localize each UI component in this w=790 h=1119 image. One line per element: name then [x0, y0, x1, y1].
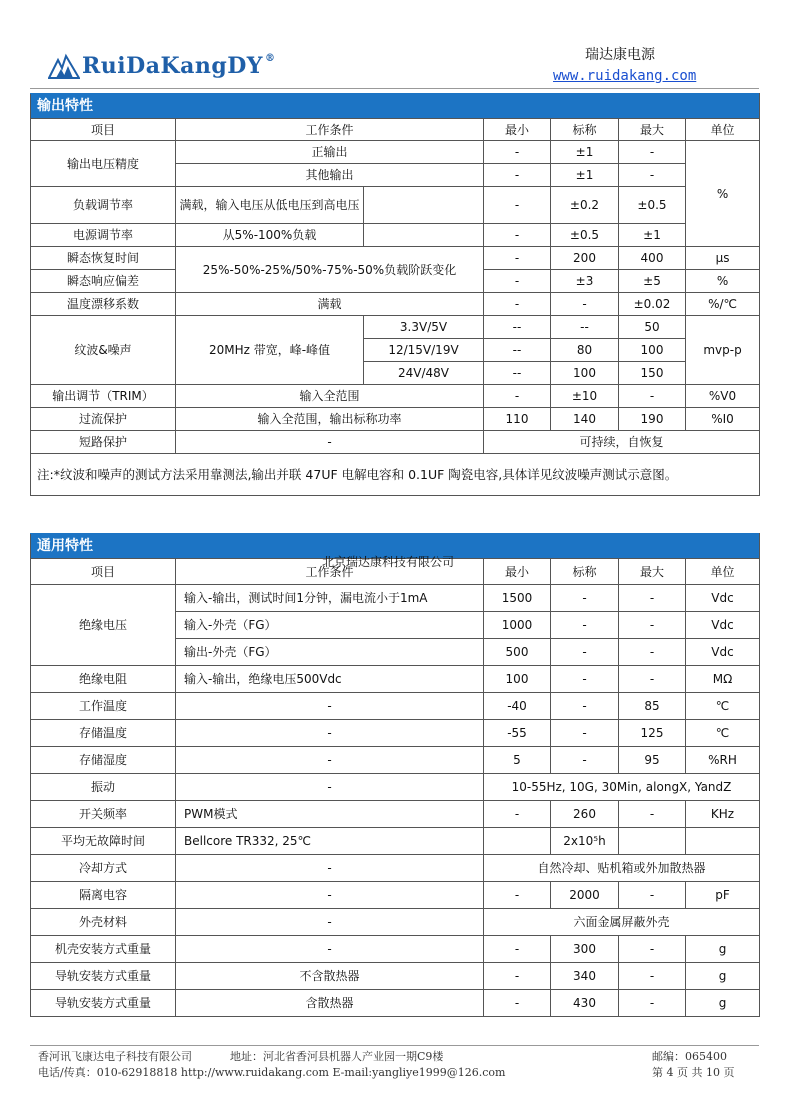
item-line-regulation: 电源调节率 — [31, 224, 176, 247]
footer-company: 香河讯飞康达电子科技有限公司 — [38, 1050, 192, 1063]
nom-cell: - — [551, 612, 619, 639]
header-condition: 工作条件 — [176, 559, 484, 585]
mountain-logo-icon — [48, 52, 80, 80]
ripple-test-note: 注:*纹波和噪声的测试方法采用靠测法,输出并联 47UF 电解电容和 0.1UF 陶瓷电容,具体详见纹波噪声测试示意图。 — [31, 454, 760, 496]
item-storage-humidity: 存储湿度 — [31, 747, 176, 774]
website-link[interactable]: www.ruidakang.com — [553, 68, 697, 84]
condition-cell: Bellcore TR332, 25℃ — [176, 828, 484, 855]
table-row — [31, 187, 760, 224]
max-cell: - — [619, 666, 686, 693]
nom-cell: - — [551, 293, 619, 316]
table-row — [31, 224, 760, 247]
empty-cell — [686, 828, 760, 855]
nom-cell: ±0.2 — [551, 187, 619, 224]
max-cell: - — [619, 639, 686, 666]
sub-condition-cell: 12/15V/19V — [364, 339, 484, 362]
unit-cell: g — [686, 936, 760, 963]
min-cell: 500 — [484, 639, 551, 666]
unit-percent-merged: % — [686, 141, 760, 247]
nom-cell: - — [551, 639, 619, 666]
min-cell: - — [484, 224, 551, 247]
header-min: 最小 — [484, 119, 551, 141]
table-row — [31, 720, 760, 747]
item-transient-deviation: 瞬态响应偏差 — [31, 270, 176, 293]
nom-cell: ±0.5 — [551, 224, 619, 247]
table-row — [31, 882, 760, 909]
header-max: 最大 — [619, 559, 686, 585]
min-cell: 1500 — [484, 585, 551, 612]
header-max: 最大 — [619, 119, 686, 141]
item-cooling: 冷却方式 — [31, 855, 176, 882]
table-row — [31, 385, 760, 408]
table-row — [31, 585, 760, 612]
max-cell: 50 — [619, 316, 686, 339]
table-row — [31, 316, 760, 339]
max-cell: 400 — [619, 247, 686, 270]
unit-cell: ℃ — [686, 720, 760, 747]
table-row — [31, 693, 760, 720]
header-nom: 标称 — [551, 559, 619, 585]
table-row — [31, 909, 760, 936]
nom-cell: - — [551, 585, 619, 612]
header-nom: 标称 — [551, 119, 619, 141]
min-cell: - — [484, 990, 551, 1017]
condition-cell: 输入-输出，绝缘电压500Vdc — [176, 666, 484, 693]
unit-cell: %V0 — [686, 385, 760, 408]
item-voltage-accuracy: 输出电压精度 — [31, 141, 176, 187]
condition-cell: 正输出 — [176, 141, 484, 164]
item-isolation-resistance: 绝缘电阻 — [31, 666, 176, 693]
max-cell: 125 — [619, 720, 686, 747]
nom-cell: ±1 — [551, 141, 619, 164]
company-name: 瑞达康电源 — [585, 47, 655, 63]
max-cell: 85 — [619, 693, 686, 720]
header-divider — [30, 88, 759, 89]
nom-cell: ±10 — [551, 385, 619, 408]
table-row — [31, 774, 760, 801]
max-cell: 190 — [619, 408, 686, 431]
max-cell: ±0.5 — [619, 187, 686, 224]
brand-logo — [48, 50, 276, 82]
unit-cell: MΩ — [686, 666, 760, 693]
min-cell: 100 — [484, 666, 551, 693]
footer-page-number: 第 4 页 共 10 页 — [652, 1066, 735, 1079]
condition-cell: - — [176, 720, 484, 747]
table-row — [31, 855, 760, 882]
nom-cell: 260 — [551, 801, 619, 828]
footer-postcode: 邮编：065400 — [652, 1050, 727, 1063]
empty-cell — [364, 187, 484, 224]
unit-ripple-merged: mvp-p — [686, 316, 760, 385]
nom-cell: 80 — [551, 339, 619, 362]
condition-cell: - — [176, 431, 484, 454]
max-cell: - — [619, 141, 686, 164]
item-case-material: 外壳材料 — [31, 909, 176, 936]
section-title-general: 通用特性 — [31, 534, 760, 559]
max-cell: 100 — [619, 339, 686, 362]
unit-cell: %/℃ — [686, 293, 760, 316]
nom-cell: 340 — [551, 963, 619, 990]
note-row — [31, 454, 760, 496]
item-load-regulation: 负载调节率 — [31, 187, 176, 224]
item-weight-chassis: 机壳安装方式重量 — [31, 936, 176, 963]
item-transient-recovery: 瞬态恢复时间 — [31, 247, 176, 270]
min-cell: - — [484, 801, 551, 828]
unit-cell: %I0 — [686, 408, 760, 431]
unit-cell: ℃ — [686, 693, 760, 720]
nom-cell: - — [551, 720, 619, 747]
max-cell: ±5 — [619, 270, 686, 293]
item-trim: 输出调节（TRIM） — [31, 385, 176, 408]
value-merged-cell: 可持续，自恢复 — [484, 431, 760, 454]
table-row — [31, 936, 760, 963]
nom-cell: 2000 — [551, 882, 619, 909]
table-row — [31, 747, 760, 774]
header-unit: 单位 — [686, 119, 760, 141]
min-cell: -55 — [484, 720, 551, 747]
nom-cell: ±3 — [551, 270, 619, 293]
condition-cell: 输入-输出，测试时间1分钟，漏电流小于1mA — [176, 585, 484, 612]
condition-cell: 其他输出 — [176, 164, 484, 187]
condition-cell: 输出-外壳（FG） — [176, 639, 484, 666]
condition-cell: 输入全范围 — [176, 385, 484, 408]
nom-cell: ±1 — [551, 164, 619, 187]
condition-cell: - — [176, 855, 484, 882]
max-cell: - — [619, 612, 686, 639]
nom-cell: - — [551, 747, 619, 774]
min-cell: -- — [484, 316, 551, 339]
table-row — [31, 141, 760, 164]
unit-cell: Vdc — [686, 585, 760, 612]
nom-cell: 300 — [551, 936, 619, 963]
max-cell: - — [619, 585, 686, 612]
condition-cell: 输入-外壳（FG） — [176, 612, 484, 639]
max-cell: - — [619, 882, 686, 909]
min-cell: 110 — [484, 408, 551, 431]
condition-ripple-merged: 20MHz 带宽，峰-峰值 — [176, 316, 364, 385]
output-characteristics-table — [30, 93, 760, 496]
table-row — [31, 828, 760, 855]
empty-cell — [619, 828, 686, 855]
min-cell: - — [484, 247, 551, 270]
sub-condition-cell: 3.3V/5V — [364, 316, 484, 339]
max-cell: ±0.02 — [619, 293, 686, 316]
item-mtbf: 平均无故障时间 — [31, 828, 176, 855]
condition-cell: 不含散热器 — [176, 963, 484, 990]
value-merged-cell: 自然冷却、贴机箱或外加散热器 — [484, 855, 760, 882]
sub-condition-cell: 24V/48V — [364, 362, 484, 385]
item-temp-drift: 温度漂移系数 — [31, 293, 176, 316]
item-vibration: 振动 — [31, 774, 176, 801]
min-cell: 5 — [484, 747, 551, 774]
min-cell: -40 — [484, 693, 551, 720]
min-cell: - — [484, 882, 551, 909]
header-condition: 工作条件 — [176, 119, 484, 141]
max-cell: ±1 — [619, 224, 686, 247]
unit-cell: g — [686, 963, 760, 990]
footer-address: 地址：河北省香河县机器人产业园一期C9楼 — [230, 1050, 444, 1063]
general-characteristics-table — [30, 533, 760, 1017]
empty-cell — [484, 828, 551, 855]
nom-cell: -- — [551, 316, 619, 339]
table-row — [31, 431, 760, 454]
empty-cell — [364, 224, 484, 247]
max-cell: - — [619, 801, 686, 828]
logo-text: RuiDaKangDY ® — [82, 52, 276, 79]
nom-cell: 200 — [551, 247, 619, 270]
min-cell: - — [484, 963, 551, 990]
max-cell: - — [619, 990, 686, 1017]
unit-cell: Vdc — [686, 639, 760, 666]
table-row — [31, 666, 760, 693]
unit-cell: KHz — [686, 801, 760, 828]
unit-cell: μs — [686, 247, 760, 270]
unit-cell: % — [686, 270, 760, 293]
unit-cell: %RH — [686, 747, 760, 774]
min-cell: 1000 — [484, 612, 551, 639]
min-cell: - — [484, 936, 551, 963]
table-row — [31, 247, 760, 270]
nom-cell: 140 — [551, 408, 619, 431]
condition-cell: - — [176, 936, 484, 963]
unit-cell: pF — [686, 882, 760, 909]
header-unit: 单位 — [686, 559, 760, 585]
unit-cell: Vdc — [686, 612, 760, 639]
max-cell: - — [619, 164, 686, 187]
condition-cell: 输入全范围，输出标称功率 — [176, 408, 484, 431]
table-header-row — [31, 119, 760, 141]
table-row — [31, 408, 760, 431]
min-cell: -- — [484, 362, 551, 385]
condition-cell: - — [176, 909, 484, 936]
item-isolation-voltage: 绝缘电压 — [31, 585, 176, 666]
condition-cell: - — [176, 693, 484, 720]
section-title-output: 输出特性 — [31, 94, 760, 119]
condition-cell: 满载，输入电压从低电压到高电压 — [176, 187, 364, 224]
item-weight-rail-heatsink: 导轨安装方式重量 — [31, 990, 176, 1017]
company-watermark-text: 北京瑞达康科技有限公司 — [322, 555, 455, 569]
max-cell: - — [619, 963, 686, 990]
item-short-circuit: 短路保护 — [31, 431, 176, 454]
min-cell: -- — [484, 339, 551, 362]
nom-cell: - — [551, 666, 619, 693]
max-cell: 150 — [619, 362, 686, 385]
header-min: 最小 — [484, 559, 551, 585]
item-weight-rail-no-heatsink: 导轨安装方式重量 — [31, 963, 176, 990]
nom-cell: - — [551, 693, 619, 720]
min-cell: - — [484, 293, 551, 316]
condition-cell: 从5%-100%负载 — [176, 224, 364, 247]
item-switching-frequency: 开关频率 — [31, 801, 176, 828]
table-row — [31, 801, 760, 828]
nom-cell: 100 — [551, 362, 619, 385]
footer-divider — [30, 1045, 759, 1046]
table-row — [31, 293, 760, 316]
item-storage-temp: 存储温度 — [31, 720, 176, 747]
footer-contact: 电话/传真：010-62918818 http://www.ruidakang.com E-mail:yangliye1999@126.com — [38, 1066, 506, 1079]
nom-cell: 430 — [551, 990, 619, 1017]
header-item: 项目 — [31, 559, 176, 585]
item-overcurrent: 过流保护 — [31, 408, 176, 431]
max-cell: - — [619, 936, 686, 963]
condition-cell: 满载 — [176, 293, 484, 316]
condition-cell: - — [176, 774, 484, 801]
value-merged-cell: 六面金属屏蔽外壳 — [484, 909, 760, 936]
max-cell: 95 — [619, 747, 686, 774]
min-cell: - — [484, 187, 551, 224]
min-cell: - — [484, 270, 551, 293]
min-cell: - — [484, 385, 551, 408]
unit-cell: g — [686, 990, 760, 1017]
nom-cell: 2x10⁵h — [551, 828, 619, 855]
condition-cell: 含散热器 — [176, 990, 484, 1017]
table-row — [31, 963, 760, 990]
min-cell: - — [484, 141, 551, 164]
value-merged-cell: 10-55Hz, 10G, 30Min, alongX, YandZ — [484, 774, 760, 801]
item-ripple-noise: 纹波&噪声 — [31, 316, 176, 385]
item-operating-temp: 工作温度 — [31, 693, 176, 720]
condition-cell: - — [176, 882, 484, 909]
table-row — [31, 990, 760, 1017]
condition-transient-merged: 25%-50%-25%/50%-75%-50%负载阶跃变化 — [176, 247, 484, 293]
min-cell: - — [484, 164, 551, 187]
item-isolation-capacitance: 隔离电容 — [31, 882, 176, 909]
condition-cell: PWM模式 — [176, 801, 484, 828]
header-item: 项目 — [31, 119, 176, 141]
condition-cell: - — [176, 747, 484, 774]
max-cell: - — [619, 385, 686, 408]
